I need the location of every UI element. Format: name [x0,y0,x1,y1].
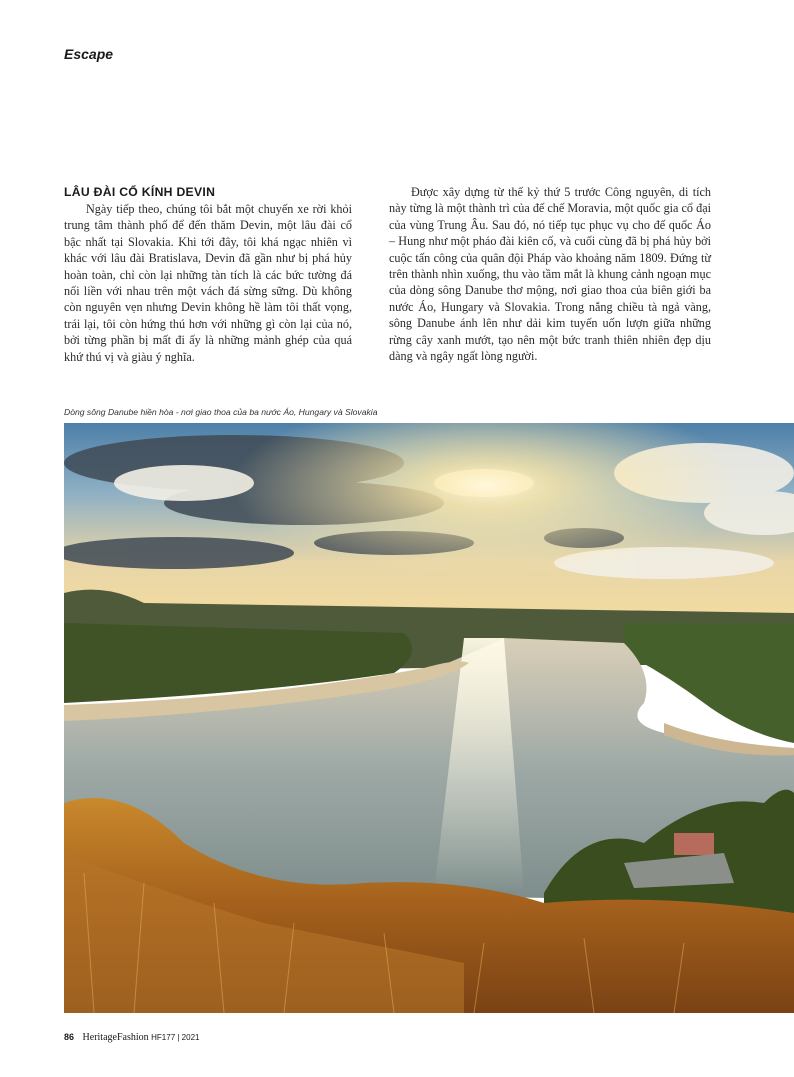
issue-info: HF177 | 2021 [151,1033,200,1042]
page-footer [64,1032,199,1043]
article-column-left [64,184,352,365]
article-paragraph-2: Được xây dựng từ thế kỷ thứ 5 trước Công nguyên, di tích này từng là một thành trì của đế chế Moravia, một quốc gia cổ đại của vùng Trung Âu. Sau đó, nó tiếp tục phục vụ cho đế quốc Áo – Hung như một pháo đài kiên cố, và cuối cùng đã bị phá hủy bởi cuộc tấn công của quân đội Pháp vào khoảng năm 1809. Đứng từ trên thành nhìn xuống, thu vào tầm mắt là khung cảnh ngoạn mục của dòng sông Danube thơ mộng, nơi giao thoa của biên giới ba nước Áo, Hungary và Slovakia. Trong nắng chiều tà ngả vàng, sông Danube ánh lên như dải kim tuyến uốn lượn giữa những rừng cây xanh mướt, tạo nên một bức tranh thiên nhiên đẹp dịu dàng và ngây ngất lòng người. [389,185,711,364]
article-paragraph-1: Ngày tiếp theo, chúng tôi bắt một chuyến xe rời khỏi trung tâm thành phố để đến thăm Devin, một lâu đài cổ bậc nhất tại Slovakia. Khi tới đây, tôi khá ngạc nhiên vì khác với lâu đài Bratislava, Devin đã gần như bị phá hủy hoàn toàn, chỉ còn lại những tàn tích là các bức tường đá nối liền với nhau trên một vách đá sừng sững. Dù không còn nguyên vẹn nhưng Devin không hề làm tôi thất vọng, trái lại, tôi còn hứng thú hơn với những gì còn lại của nó, bởi từng phần bị mất đi ấy là những mảnh ghép của quá khứ thú vị và giàu ý nghĩa. [64,202,352,364]
danube-river-photo [64,423,794,1013]
photo-caption: Dòng sông Danube hiền hòa - nơi giao thoa của ba nước Áo, Hungary và Slovakia [64,407,378,417]
article-column-right [389,184,711,364]
magazine-name: HeritageFashion [82,1032,149,1043]
page-number: 86 [64,1032,75,1042]
section-label: Escape [64,46,114,62]
article-heading: LÂU ĐÀI CỔ KÍNH DEVIN [64,185,216,199]
